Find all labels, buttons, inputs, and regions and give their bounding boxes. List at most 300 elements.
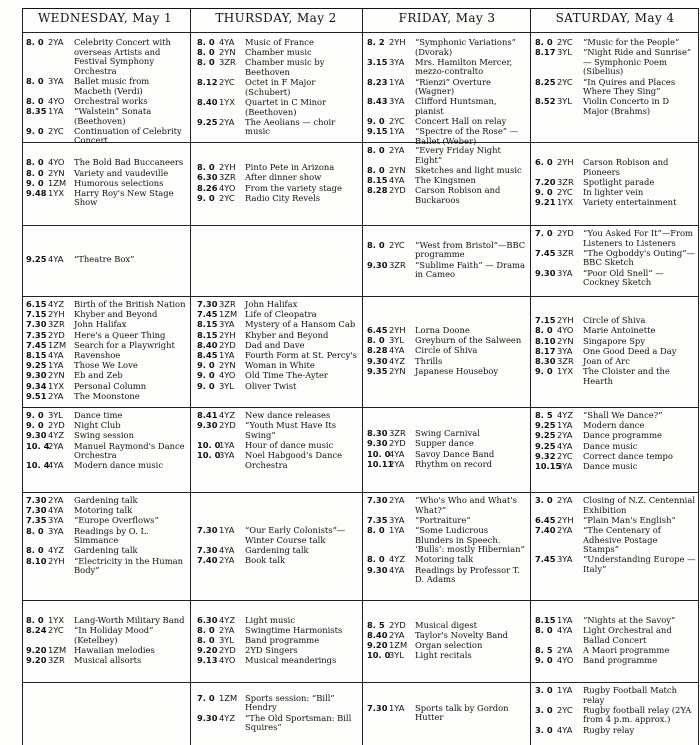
entry-programme: “Poor Old Snell” — Cockney Sketch <box>583 267 664 288</box>
entry-time: 8. 0 <box>367 335 385 346</box>
programme-entry <box>197 341 359 351</box>
entry-time: 10. 0 <box>367 650 391 661</box>
entry-time: 8. 0 <box>367 145 385 155</box>
entry-programme: Light recitals <box>415 650 472 661</box>
entry-station: 3ZR <box>219 299 236 309</box>
entry-station: 1YX <box>48 187 65 198</box>
entry-programme: Motoring talk <box>74 505 133 516</box>
entry-time: 3. 0 <box>535 495 553 505</box>
entry-station: 2YN <box>48 370 65 381</box>
entry-station: 2YN <box>219 360 236 371</box>
entry-time: 9.20 <box>367 640 388 650</box>
entry-time: 7. 0 <box>535 228 553 238</box>
entry-programme: Organ selection <box>415 640 483 650</box>
programme-entry <box>535 38 696 48</box>
entry-time: 8.17 <box>535 47 556 58</box>
entry-programme: Orchestral works <box>74 95 148 106</box>
programme-entry <box>197 184 359 194</box>
rule-col-3 <box>530 8 531 745</box>
entry-time: 9.25 <box>197 116 218 127</box>
entry-station: 2YN <box>557 335 574 346</box>
programme-block <box>197 411 359 471</box>
entry-station: 2YD <box>219 420 236 431</box>
entry-programme: “West from Bristol”—BBC programme <box>415 239 526 260</box>
programme-entry <box>367 651 527 661</box>
programme-entry <box>197 78 359 97</box>
programme-entry <box>535 269 696 288</box>
entry-programme: Quartet in C Minor (Beethoven) <box>245 96 327 117</box>
entry-programme: Night Club <box>74 420 121 431</box>
programme-entry <box>367 357 527 367</box>
programme-entry <box>26 557 188 576</box>
entry-time: 9.20 <box>197 645 218 656</box>
programme-entry <box>26 107 188 126</box>
entry-programme: Noel Habgood's Dance Orchestra <box>245 450 343 470</box>
entry-time: 9.30 <box>367 564 388 575</box>
entry-programme: Musical meanderings <box>245 655 337 666</box>
programme-entry <box>197 48 359 58</box>
entry-programme: Those We Love <box>74 360 138 371</box>
entry-programme: Music of France <box>245 37 314 47</box>
entry-station: 1YA <box>389 702 405 713</box>
programme-entry <box>367 346 527 356</box>
entry-station: 1YA <box>48 360 64 371</box>
programme-entry <box>367 117 527 127</box>
programme-entry <box>26 331 188 341</box>
entry-time: 8. 0 <box>197 47 215 58</box>
entry-programme: Mystery of a Hansom Cab <box>245 319 356 330</box>
programme-entry <box>197 526 359 545</box>
programme-entry <box>197 320 359 330</box>
programme-entry <box>535 78 696 97</box>
entry-time: 8. 0 <box>26 614 44 625</box>
entry-time: 8.45 <box>197 349 218 360</box>
entry-time: 9. 0 <box>535 654 553 665</box>
programme-block <box>367 621 527 662</box>
entry-programme: Ballet music from Macbeth (Verdi) <box>74 75 150 96</box>
entry-station: 2YA <box>557 495 573 505</box>
programme-entry <box>197 656 359 666</box>
entry-time: 8.15 <box>26 349 47 360</box>
entry-programme: Lang-Worth Military Band <box>74 614 185 625</box>
entry-programme: Rugby Football Match relay <box>583 685 678 705</box>
programme-entry <box>26 506 188 516</box>
entry-programme: Thrills <box>415 355 443 366</box>
entry-station: 2YH <box>389 325 406 336</box>
entry-time: 10.11 <box>367 458 394 469</box>
programme-entry <box>26 351 188 361</box>
entry-station: 4YO <box>557 654 574 665</box>
entry-programme: Variety and vaudeville <box>74 167 169 178</box>
entry-programme: New dance releases <box>245 410 331 420</box>
entry-time: 9.30 <box>367 438 388 449</box>
entry-programme: Old Time The-Ayter <box>245 370 328 381</box>
programme-entry <box>367 496 527 515</box>
programme-entry <box>367 704 527 723</box>
rule-section-7 <box>22 682 698 683</box>
entry-time: 8.30 <box>535 355 556 366</box>
entry-programme: “The Centenary of Adhesive Postage Stamps” <box>583 524 661 555</box>
entry-programme: Khyber and Beyond <box>74 309 158 320</box>
entry-station: 4YA <box>389 448 405 459</box>
programme-entry <box>535 616 696 626</box>
entry-station: 1ZM <box>48 339 67 350</box>
entry-programme: Swing session <box>74 430 134 441</box>
entry-station: 1YX <box>48 614 65 625</box>
entry-time: 8. 0 <box>367 164 385 175</box>
programme-entry <box>535 706 696 725</box>
entry-time: 9.30 <box>26 430 47 441</box>
entry-station: 3YL <box>389 650 404 661</box>
entry-station: 1ZM <box>219 692 238 703</box>
entry-station: 3ZR <box>389 428 406 439</box>
rule-top <box>22 8 698 9</box>
programme-block <box>367 146 527 206</box>
programme-block <box>535 38 696 117</box>
entry-time: 8. 0 <box>535 37 553 47</box>
programme-block <box>26 38 188 147</box>
programme-entry <box>26 616 188 626</box>
programme-block <box>367 704 527 724</box>
programme-entry <box>197 351 359 361</box>
programme-entry <box>535 411 696 421</box>
entry-time: 9.30 <box>26 370 47 381</box>
programme-block <box>26 300 188 402</box>
entry-station: 2YN <box>48 167 65 178</box>
rule-section-2 <box>22 225 698 226</box>
programme-entry <box>26 431 188 441</box>
entry-time: 6.45 <box>535 514 556 525</box>
entry-time: 8.28 <box>367 345 388 356</box>
programme-block <box>367 326 527 377</box>
entry-time: 8.15 <box>197 319 218 330</box>
entry-time: 8. 0 <box>197 37 215 47</box>
entry-time: 7.30 <box>26 505 47 516</box>
entry-station: 2YH <box>219 329 236 340</box>
entry-time: 8.15 <box>367 174 388 185</box>
entry-time: 7.45 <box>535 554 556 565</box>
entry-time: 8.10 <box>26 555 47 566</box>
programme-entry <box>26 179 188 189</box>
entry-station: 3YA <box>389 56 405 67</box>
entry-programme: John Halifax <box>245 299 298 309</box>
entry-station: 2YH <box>557 315 574 326</box>
programme-entry <box>367 566 527 585</box>
entry-station: 1YA <box>557 420 573 431</box>
programme-block <box>197 300 359 392</box>
entry-station: 1YX <box>557 366 574 377</box>
programme-entry <box>367 78 527 97</box>
entry-programme: Rugby football relay (2YA from 4 p.m. approx.) <box>583 704 692 725</box>
entry-station: 4YA <box>389 564 405 575</box>
entry-station: 2YD <box>389 185 406 196</box>
programme-entry <box>197 173 359 183</box>
programme-block <box>197 694 359 734</box>
rule-section-6 <box>22 600 698 601</box>
entry-station: 4YO <box>48 157 65 168</box>
entry-time: 9.25 <box>26 254 47 265</box>
entry-station: 2YA <box>48 390 64 401</box>
entry-time: 9.30 <box>535 267 556 278</box>
entry-station: 2YH <box>48 309 65 320</box>
entry-programme: Hour of dance music <box>245 439 334 450</box>
entry-time: 10.15 <box>535 460 562 471</box>
entry-time: 7.30 <box>367 495 388 505</box>
entry-time: 9. 0 <box>26 410 44 420</box>
programme-entry <box>197 411 359 421</box>
rule-left <box>22 8 23 745</box>
entry-time: 8. 0 <box>197 624 215 635</box>
entry-station: 4YA <box>557 625 573 636</box>
programme-entry <box>367 631 527 641</box>
programme-block <box>535 158 696 208</box>
entry-time: 7.35 <box>26 329 47 340</box>
programme-block <box>367 241 527 281</box>
entry-time: 9. 0 <box>26 177 44 188</box>
entry-station: 2YC <box>557 450 573 461</box>
programme-entry <box>26 411 188 421</box>
entry-time: 7.15 <box>535 315 556 326</box>
entry-programme: “Sublime Faith” — Drama in Cameo <box>415 259 525 280</box>
entry-programme: “Europe Overflows” <box>74 515 159 526</box>
entry-station: 2YA <box>557 430 573 441</box>
programme-entry <box>26 97 188 107</box>
programme-entry <box>197 646 359 656</box>
entry-programme: A Maori programme <box>583 644 670 655</box>
entry-station: 4YA <box>389 174 405 185</box>
entry-station: 4YZ <box>219 614 236 625</box>
entry-programme: “Walstein” Sonata (Beethoven) <box>74 105 152 126</box>
entry-station: 3YA <box>219 450 235 461</box>
entry-programme: Swingtime Harmonists <box>245 624 343 635</box>
entry-time: 9.51 <box>26 390 47 401</box>
programme-entry <box>535 347 696 357</box>
entry-programme: John Halifax <box>74 319 127 330</box>
entry-station: 1YA <box>389 524 405 535</box>
entry-programme: Search for a Playwright <box>74 339 175 350</box>
programme-entry <box>535 188 696 198</box>
entry-time: 8.26 <box>197 182 218 193</box>
entry-programme: Continuation of Celebrity Concert <box>74 125 182 146</box>
entry-station: 2YA <box>389 145 405 155</box>
programme-block <box>535 686 696 736</box>
programme-block <box>535 316 696 387</box>
programme-entry <box>197 421 359 440</box>
entry-time: 8. 0 <box>535 325 553 336</box>
rule-col-2 <box>362 8 363 745</box>
programme-entry <box>535 158 696 177</box>
entry-programme: Carson Robison and Buckaroos <box>415 185 501 205</box>
entry-programme: Chamber music by Beethoven <box>245 57 325 77</box>
entry-station: 2YD <box>389 619 406 630</box>
programme-entry <box>197 714 359 733</box>
entry-programme: Dance programme <box>583 430 663 441</box>
entry-time: 7.30 <box>197 299 218 309</box>
entry-programme: Sketches and light music <box>415 164 522 175</box>
programme-entry <box>535 249 696 268</box>
programme-block <box>26 496 188 576</box>
programme-entry <box>26 626 188 645</box>
entry-programme: The Moonstone <box>74 390 140 401</box>
entry-time: 9.34 <box>26 380 47 391</box>
entry-programme: The Cloister and the Hearth <box>583 366 670 386</box>
entry-time: 7.35 <box>26 515 47 526</box>
entry-station: 2YD <box>48 420 65 431</box>
entry-station: 1YX <box>219 96 236 107</box>
entry-time: 6.45 <box>367 325 388 336</box>
entry-time: 8. 0 <box>197 57 215 68</box>
entry-station: 2YA <box>219 624 235 635</box>
rule-section-5 <box>22 492 698 493</box>
entry-programme: Harry Roy's New Stage Show <box>74 187 174 208</box>
programme-entry <box>26 371 188 381</box>
programme-entry <box>26 127 188 146</box>
programme-block <box>197 616 359 667</box>
programme-entry <box>367 516 527 526</box>
entry-programme: Musical digest <box>415 619 477 630</box>
entry-programme: “Our Early Colonists”—Winter Course talk <box>245 524 346 545</box>
entry-station: 3YA <box>389 96 405 107</box>
entry-programme: Concert Hall on relay <box>415 116 507 127</box>
entry-programme: Manuel Raymond's Dance Orchestra <box>74 440 185 461</box>
entry-programme: Life of Cleopatra <box>245 309 317 320</box>
entry-programme: Circle of Shiva <box>415 345 478 356</box>
entry-station: 3ZR <box>219 172 236 183</box>
entry-station: 4YA <box>557 440 573 451</box>
entry-programme: Motoring talk <box>415 554 474 565</box>
entry-programme: Birth of the British Nation <box>74 299 186 309</box>
entry-programme: From the variety stage <box>245 182 342 193</box>
entry-time: 8.25 <box>535 76 556 87</box>
programme-entry <box>367 621 527 631</box>
entry-programme: After dinner show <box>245 172 322 183</box>
programme-entry <box>367 186 527 205</box>
programme-block <box>535 411 696 472</box>
entry-station: 4YO <box>48 95 65 106</box>
entry-station: 3ZR <box>557 247 574 258</box>
entry-programme: Greyburn of the Salween <box>415 335 522 346</box>
entry-time: 8. 5 <box>535 410 553 420</box>
entry-time: 9.25 <box>26 360 47 371</box>
programme-entry <box>26 300 188 310</box>
entry-station: 3YA <box>48 515 64 526</box>
entry-station: 2YA <box>48 495 64 505</box>
entry-programme: “Music for the People” <box>583 37 680 47</box>
programme-entry <box>197 194 359 204</box>
entry-programme: Personal Column <box>74 380 147 391</box>
entry-programme: Khyber and Beyond <box>245 329 329 340</box>
entry-programme: “In Holiday Mood” (Ketelbey) <box>74 625 154 645</box>
entry-time: 9. 0 <box>197 360 215 371</box>
entry-programme: “Plain Man's English” <box>583 514 676 525</box>
day-header-thursday: THURSDAY, May 2 <box>215 11 337 25</box>
entry-time: 9. 0 <box>197 370 215 381</box>
programme-entry <box>26 38 188 76</box>
entry-station: 1YA <box>48 105 64 116</box>
entry-programme: Carson Robison and Pioneers <box>583 157 669 177</box>
entry-time: 8.28 <box>367 185 388 196</box>
programme-entry <box>367 460 527 470</box>
entry-programme: “Symphonic Variations” (Dvorak) <box>415 37 516 57</box>
entry-time: 7.30 <box>197 544 218 555</box>
entry-programme: Ravenshoe <box>74 349 121 360</box>
entry-station: 1YA <box>557 685 573 695</box>
entry-station: 4YA <box>219 544 235 555</box>
programme-entry <box>26 169 188 179</box>
entry-station: 1YA <box>219 349 235 360</box>
entry-programme: “Theatre Box” <box>74 254 135 265</box>
rule-section-3 <box>22 296 698 297</box>
programme-block <box>26 616 188 666</box>
programme-entry <box>535 646 696 656</box>
entry-programme: Octet in F Major (Schubert) <box>245 77 316 97</box>
entry-time: 7.30 <box>367 702 388 713</box>
entry-time: 9. 0 <box>367 116 385 127</box>
entry-station: 4YZ <box>48 299 65 309</box>
entry-station: 2YN <box>389 365 406 376</box>
programme-block <box>367 429 527 470</box>
entry-programme: “Shall We Dance?” <box>583 410 663 420</box>
entry-time: 9. 0 <box>26 125 44 136</box>
entry-station: 2YC <box>557 76 573 87</box>
programme-entry <box>535 442 696 452</box>
entry-programme: “Understanding Europe —Italy” <box>583 554 696 574</box>
entry-station: 3ZR <box>48 319 65 330</box>
entry-station: 3YA <box>557 460 573 471</box>
entry-station: 3YA <box>48 525 64 536</box>
entry-programme: Fourth Form at St. Percy's <box>245 349 357 360</box>
entry-programme: Band programme <box>583 654 658 665</box>
entry-time: 8.35 <box>26 105 47 116</box>
entry-programme: “The Old Sportsman: Bill Squires” <box>245 712 352 733</box>
programme-entry <box>26 310 188 320</box>
programme-entry <box>26 461 188 471</box>
entry-time: 10. 0 <box>367 448 391 459</box>
programme-entry <box>367 429 527 439</box>
entry-station: 4YO <box>557 325 574 336</box>
entry-station: 1YX <box>48 380 65 391</box>
programme-entry <box>535 97 696 116</box>
entry-programme: Humorous selections <box>74 177 164 188</box>
entry-station: 3ZR <box>557 177 574 188</box>
entry-time: 3. 0 <box>535 724 553 735</box>
entry-time: 9.32 <box>535 450 556 461</box>
entry-programme: Correct dance tempo <box>583 450 673 461</box>
entry-programme: Mrs. Hamilton Mercer, mezzo-contralto <box>415 56 513 77</box>
entry-station: 1YA <box>219 439 235 450</box>
programme-entry <box>197 616 359 626</box>
entry-station: 4YA <box>219 37 235 47</box>
entry-programme: Closing of N.Z. Centennial Exhibition <box>583 495 695 515</box>
entry-time: 7.45 <box>535 247 556 258</box>
entry-time: 8. 2 <box>367 37 385 47</box>
entry-station: 2YA <box>389 458 405 469</box>
programme-entry <box>367 367 527 377</box>
entry-time: 9.48 <box>26 187 47 198</box>
entry-station: 4YZ <box>48 430 65 441</box>
programme-block <box>535 229 696 288</box>
entry-time: 7.15 <box>26 309 47 320</box>
entry-station: 2YA <box>557 524 573 535</box>
programme-entry <box>197 694 359 713</box>
entry-time: 9.30 <box>197 420 218 431</box>
programme-entry <box>26 546 188 556</box>
programme-entry <box>367 450 527 460</box>
programme-entry <box>26 255 188 265</box>
entry-time: 7. 0 <box>197 692 215 703</box>
entry-programme: Light music <box>245 614 296 625</box>
entry-programme: “Who's Who and What's What?” <box>415 495 517 515</box>
